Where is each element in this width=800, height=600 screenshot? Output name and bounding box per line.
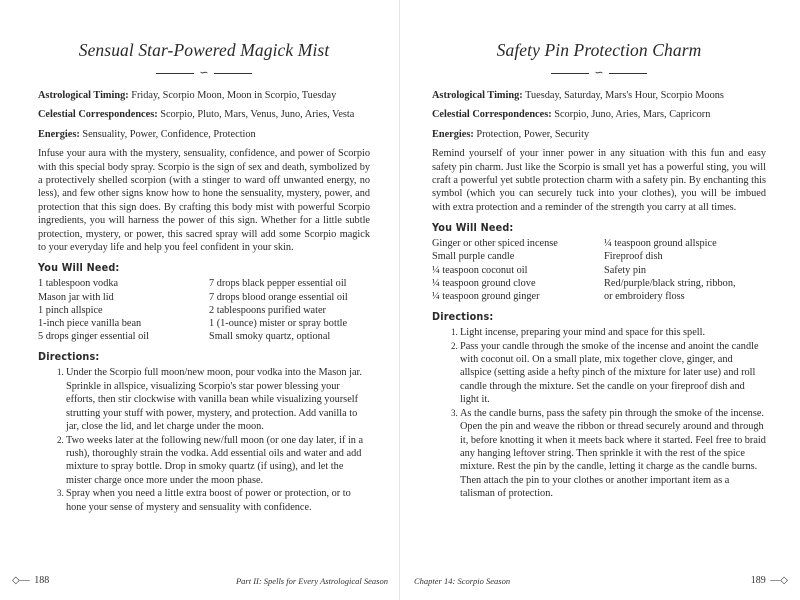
directions-heading: Directions: xyxy=(38,351,100,364)
direction-step: 2. Pass your candle through the smoke of the incense and anoint the candle with coconut oil. On a small plate, mix together clove, ginger, and allspice (setting aside a hefty pinch of the mixture for later use) and roll candle through the mixture. Set the candle on your fireproof dish and light it. xyxy=(460,340,766,407)
ingredient-item: ¼ teaspoon ground allspice xyxy=(604,238,717,250)
flourish-icon: ∽ xyxy=(199,67,209,79)
astrological-timing: Astrological Timing: Friday, Scorpio Moon, Moon in Scorpio, Tuesday xyxy=(38,90,337,101)
ingredient-item: 1-inch piece vanilla bean xyxy=(38,318,142,330)
ingredient-item: 2 tablespoons purified water xyxy=(209,304,326,316)
ingredient-item: 7 drops blood orange essential oil xyxy=(209,291,348,303)
direction-step: 1. Under the Scorpio full moon/new moon, pour vodka into the Mason jar. Sprinkle in allspice, visualizing Scorpio's star power blessing your efforts, then stir clockwise with vanilla bean while visualizing yourself strutting your stuff with power, mystery, and protection. Add vanilla to jar, close the lid, and let charge under the moon. xyxy=(66,366,370,433)
ornament-icon: ◇— xyxy=(12,575,30,586)
intro-paragraph: Remind yourself of your inner power in any situation with this fun and easy safety pin charm. Just like the Scorpio is small yet has a powerful sting, you will craft a powerful yet subtle protection charm with a safety pin. By enchanting this symbol (which you can securely tuck into your clothes), you will be imbued with extra protection and a reminder of the strength you carry at all times. xyxy=(432,148,766,213)
ingredient-item: Safety pin xyxy=(604,264,647,276)
ingredient-item: 1 (1-ounce) mister or spray bottle xyxy=(209,318,348,330)
directions-heading: Directions: xyxy=(432,311,494,324)
ingredient-item: Small smoky quartz, optional xyxy=(209,331,331,343)
page-number: 189 xyxy=(750,575,766,586)
energies: Energies: Protection, Power, Security xyxy=(432,128,590,140)
ingredient-item: Ginger or other spiced incense xyxy=(432,238,558,250)
directions-list xyxy=(432,326,766,500)
ingredients-list xyxy=(432,237,766,303)
you-will-need-heading: You Will Need: xyxy=(38,262,120,275)
ingredient-item: ¼ teaspoon ground clove xyxy=(432,277,536,289)
ingredients-list xyxy=(38,277,370,343)
energies: Energies: Sensuality, Power, Confidence, Protection xyxy=(38,128,256,140)
ingredient-item: or embroidery floss xyxy=(604,291,685,303)
ingredient-item: ¼ teaspoon coconut oil xyxy=(432,264,528,276)
right-page xyxy=(400,0,800,600)
ingredient-item: ¼ teaspoon ground ginger xyxy=(432,291,540,303)
spell-title: Sensual Star-Powered Magick Mist xyxy=(78,40,330,60)
running-head: Chapter 14: Scorpio Season xyxy=(414,575,511,586)
directions-list xyxy=(38,366,370,513)
you-will-need-heading: You Will Need: xyxy=(432,222,514,235)
ingredient-item: 5 drops ginger essential oil xyxy=(38,331,149,343)
astrological-timing: Astrological Timing: Tuesday, Saturday, Mars's Hour, Scorpio Moons xyxy=(432,90,724,101)
celestial-correspondences: Celestial Correspondences: Scorpio, Juno, Aries, Mars, Capricorn xyxy=(432,109,711,121)
direction-step: 3. Spray when you need a little extra boost of power or protection, or to hone your sense of mystery and sensuality with confidence. xyxy=(66,487,370,514)
celestial-correspondences: Celestial Correspondences: Scorpio, Pluto, Mars, Venus, Juno, Aries, Vesta xyxy=(38,109,355,121)
title-flourish xyxy=(38,67,370,79)
ingredient-item: Red/purple/black string, ribbon, xyxy=(604,277,736,289)
flourish-icon: ∽ xyxy=(594,67,604,79)
ingredient-item: Mason jar with lid xyxy=(38,291,114,303)
direction-step: 1. Light incense, preparing your mind and space for this spell. xyxy=(460,326,766,339)
intro-paragraph: Infuse your aura with the mystery, sensuality, confidence, and power of Scorpio with this special body spray. Scorpio is the sign of sex and death, symbolized by a protectively shelled scorpion (with a stinger to ward off unwanted energy, no less), and few other signs know how to hone the sensuality, mystery, power, and protection that this sign does. By crafting this body mist with powerful Scorpio ingredients, you will harness the power of this sign. Whether for a little subtle protection, mystery, or power, this sacred spray will add some Scorpio magick to your everyday life and help you feel confident in your skin. xyxy=(38,148,370,254)
title-flourish xyxy=(432,67,766,79)
ingredient-item: Fireproof dish xyxy=(604,251,663,263)
ingredient-item: 1 pinch allspice xyxy=(38,304,103,316)
ingredient-item: Small purple candle xyxy=(432,251,515,263)
ornament-icon: —◇ xyxy=(770,575,788,586)
spell-title: Safety Pin Protection Charm xyxy=(496,40,702,60)
page-number: 188 xyxy=(34,575,50,586)
ingredient-item: 7 drops black pepper essential oil xyxy=(209,278,347,290)
ingredient-item: 1 tablespoon vodka xyxy=(38,278,119,290)
direction-step: 3. As the candle burns, pass the safety pin through the smoke of the incense. Open the pin and weave the ribbon or thread securely around and through it, before knotting it when it meets back where it started. Feel free to braid any hanging leftover string. Then sprinkle it with the rest of the spice mixture. Rest the pin by the candle, letting it charge as the candle burns. Then attach the pin to your clothes or another important item as a talisman of protection. xyxy=(460,407,766,501)
left-footer xyxy=(12,575,388,586)
direction-step: 2. Two weeks later at the following new/full moon (or one day later, if in a rush), thoroughly strain the vodka. Add essential oils and water and add mixture to spray bottle. Drop in smoky quartz (if using), and let the mister charge once more under the moon phase. xyxy=(66,434,370,488)
running-head: Part II: Spells for Every Astrological Season xyxy=(235,575,388,586)
right-footer xyxy=(414,575,788,586)
